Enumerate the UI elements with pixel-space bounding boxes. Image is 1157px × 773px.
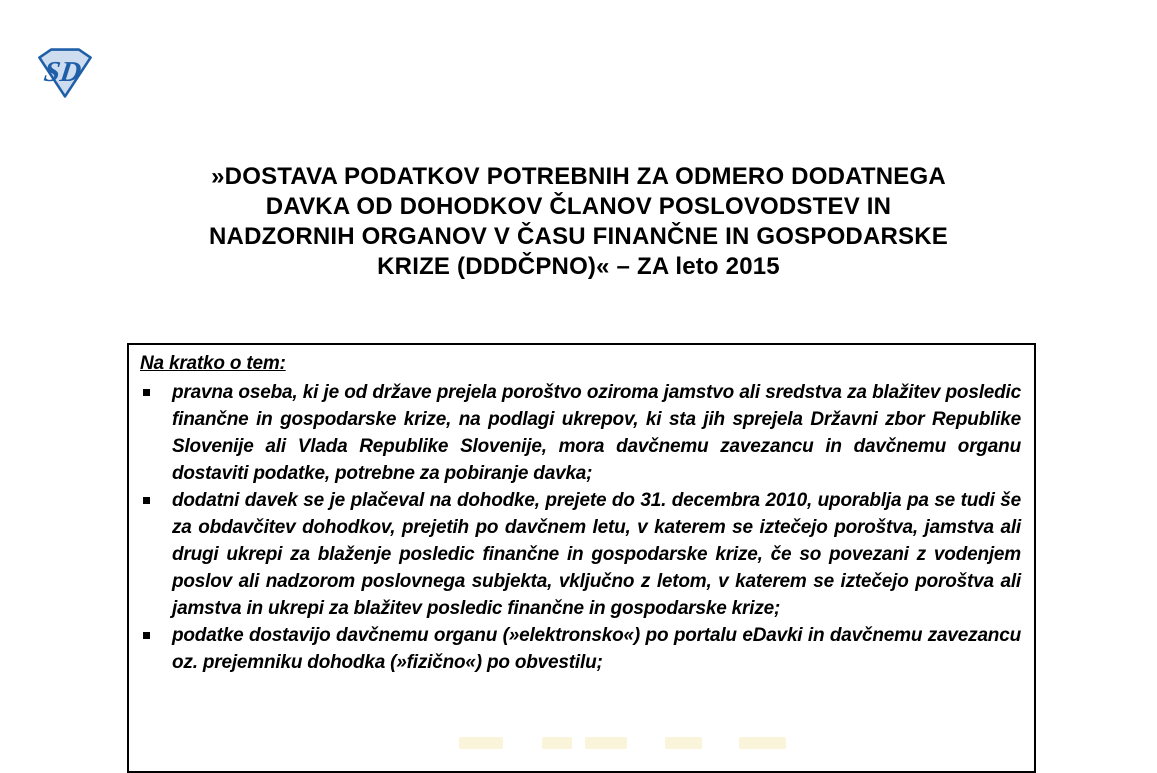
highlight-fragment bbox=[542, 737, 572, 749]
summary-heading: Na kratko o tem: bbox=[140, 353, 286, 374]
document-title bbox=[130, 162, 1027, 282]
title-line-4: KRIZE (DDDČPNO)« – ZA leto 2015 bbox=[377, 253, 780, 280]
sd-shield-icon bbox=[33, 47, 97, 99]
list-item bbox=[140, 487, 1021, 622]
summary-list bbox=[140, 379, 1021, 676]
cutoff-highlight-row bbox=[129, 737, 1034, 749]
highlight-fragment bbox=[585, 737, 627, 749]
title-line-2: DAVKA OD DOHODKOV ČLANOV POSLOVODSTEV IN bbox=[265, 193, 892, 220]
bullet-square-icon bbox=[143, 497, 150, 504]
list-item bbox=[140, 379, 1021, 487]
bullet-square-icon bbox=[143, 632, 150, 639]
sd-logo bbox=[33, 47, 97, 99]
bullet-square-icon bbox=[143, 389, 150, 396]
summary-box bbox=[127, 343, 1036, 773]
logo-letters: SD bbox=[42, 56, 84, 89]
bullet-text: dodatni davek se je plačeval na dohodke, prejete do 31. decembra 2010, uporablja pa se tudi še za obdavčitev dohodkov, prejetih po davčnem letu, v katerem se iztečejo poroštva, jamstva ali drugi ukrepi za blaženje posledic finančne in gospodarske krize, če so povezani z vodenjem poslov ali nadzorom poslovnega subjekta, vključno z letom, v katerem se iztečejo poroštva ali jamstva in ukrepi za blažitev posledic finančne in gospodarske krize; bbox=[172, 490, 1021, 619]
highlight-fragment bbox=[665, 737, 702, 749]
list-item bbox=[140, 622, 1021, 676]
highlight-fragment bbox=[739, 737, 786, 749]
title-line-3: NADZORNIH ORGANOV V ČASU FINANČNE IN GOSPODARSKE bbox=[209, 223, 948, 250]
bullet-text: podatke dostavijo davčnemu organu (»elektronsko«) po portalu eDavki in davčnemu zavezancu oz. prejemniku dohodka (»fizično«) po obvestilu; bbox=[172, 625, 1021, 673]
title-line-1: »DOSTAVA PODATKOV POTREBNIH ZA ODMERO DODATNEGA bbox=[211, 163, 946, 190]
highlight-fragment bbox=[459, 737, 503, 749]
bullet-text: pravna oseba, ki je od države prejela poroštvo oziroma jamstvo ali sredstva za blažitev posledic finančne in gospodarske krize, na podlagi ukrepov, ki sta jih sprejela Državni zbor Republike Slovenije ali Vlada Republike Slovenije, mora davčnemu zavezancu in davčnemu organu dostaviti podatke, potrebne za pobiranje davka; bbox=[172, 382, 1021, 484]
